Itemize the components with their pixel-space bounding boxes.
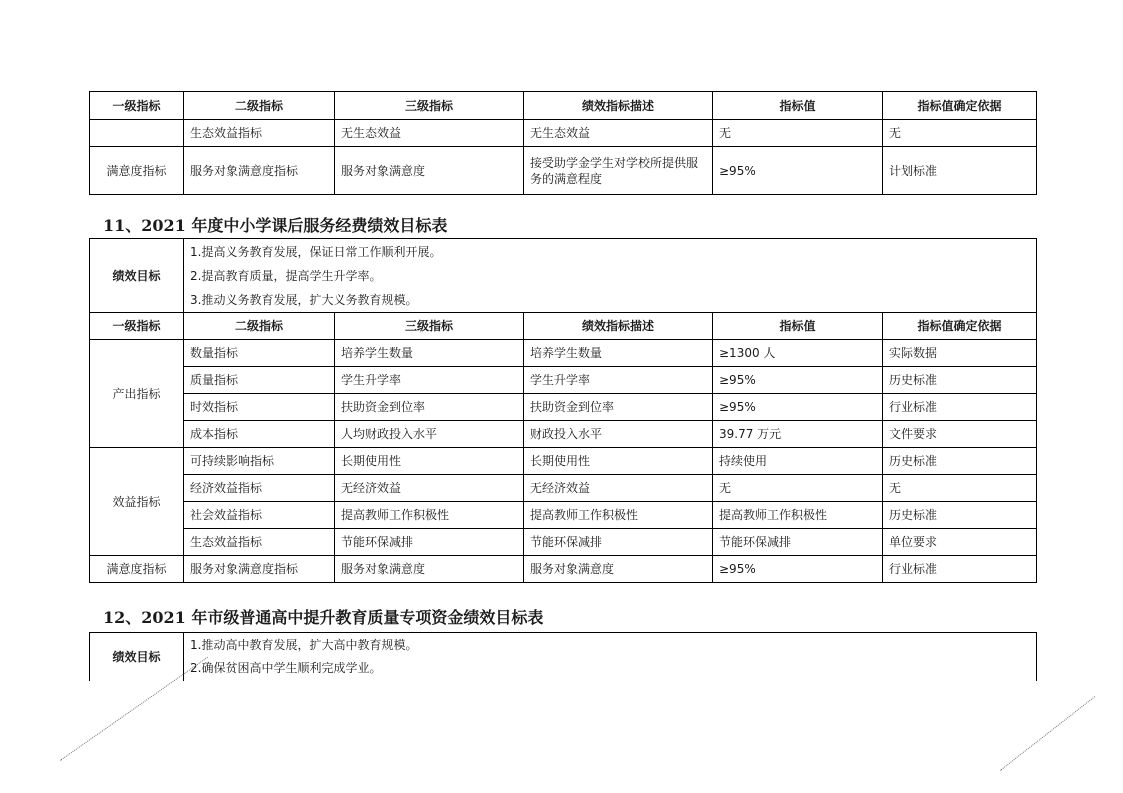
section-12-title: 12、2021 年市级普通高中提升教育质量专项资金绩效目标表 [103, 608, 544, 627]
cell-basis: 计划标准 [883, 147, 1037, 195]
cell-basis: 历史标准 [883, 448, 1037, 475]
cell-level3: 服务对象满意度 [335, 147, 524, 195]
cell-basis: 文件要求 [883, 421, 1037, 448]
col-basis: 指标值确定依据 [883, 313, 1037, 340]
header-row [90, 313, 1037, 340]
cell-basis: 实际数据 [883, 340, 1037, 367]
table-row [90, 475, 1037, 502]
table-row [90, 147, 1037, 195]
cell-desc: 培养学生数量 [524, 340, 713, 367]
col-level2: 二级指标 [184, 92, 335, 120]
cell-level3: 培养学生数量 [335, 340, 524, 367]
cell-value: 节能环保减排 [713, 529, 883, 556]
col-level1: 一级指标 [90, 92, 184, 120]
col-desc: 绩效指标描述 [524, 92, 713, 120]
goal-content [184, 633, 1037, 681]
cell-desc: 接受助学金学生对学校所提供服务的满意程度 [524, 147, 713, 195]
cell-basis: 行业标准 [883, 394, 1037, 421]
goal-line: 2.确保贫困高中学生顺利完成学业。 [190, 660, 382, 675]
col-value: 指标值 [713, 313, 883, 340]
cell-desc: 扶助资金到位率 [524, 394, 713, 421]
cell-level1 [90, 120, 184, 147]
cell-value: ≥95% [713, 367, 883, 394]
cell-basis: 历史标准 [883, 502, 1037, 529]
cell-desc: 节能环保减排 [524, 529, 713, 556]
col-level1: 一级指标 [90, 313, 184, 340]
cell-desc: 服务对象满意度 [524, 556, 713, 583]
table-row [90, 340, 1037, 367]
table-row [90, 556, 1037, 583]
cell-value: 提高教师工作积极性 [713, 502, 883, 529]
col-level2: 二级指标 [184, 313, 335, 340]
cell-level3: 无生态效益 [335, 120, 524, 147]
cell-basis: 行业标准 [883, 556, 1037, 583]
cell-value: 39.77 万元 [713, 421, 883, 448]
cell-value: 无 [713, 120, 883, 147]
table-row [90, 367, 1037, 394]
goal-line: 3.推动义务教育发展，扩大义务教育规模。 [190, 292, 418, 307]
cell-basis: 无 [883, 120, 1037, 147]
cell-value: 持续使用 [713, 448, 883, 475]
goal-row [90, 633, 1037, 681]
col-basis: 指标值确定依据 [883, 92, 1037, 120]
col-desc: 绩效指标描述 [524, 313, 713, 340]
cell-level2: 成本指标 [184, 421, 335, 448]
cell-level3: 节能环保减排 [335, 529, 524, 556]
cell-value: ≥95% [713, 394, 883, 421]
cell-desc: 无生态效益 [524, 120, 713, 147]
section-11-title: 11、2021 年度中小学课后服务经费绩效目标表 [103, 216, 448, 235]
cell-level3: 扶助资金到位率 [335, 394, 524, 421]
table-row [90, 448, 1037, 475]
cell-level2: 社会效益指标 [184, 502, 335, 529]
cell-level2: 服务对象满意度指标 [184, 147, 335, 195]
cell-level3: 无经济效益 [335, 475, 524, 502]
cell-desc: 长期使用性 [524, 448, 713, 475]
table-row [90, 120, 1037, 147]
cell-level2: 生态效益指标 [184, 120, 335, 147]
table-row [90, 502, 1037, 529]
table-row [90, 421, 1037, 448]
cell-value: ≥1300 人 [713, 340, 883, 367]
cell-level2: 数量指标 [184, 340, 335, 367]
cell-desc: 提高教师工作积极性 [524, 502, 713, 529]
cell-value: 无 [713, 475, 883, 502]
cell-basis: 单位要求 [883, 529, 1037, 556]
goal-content [184, 239, 1037, 313]
cell-desc: 无经济效益 [524, 475, 713, 502]
goal-line: 1.提高义务教育发展，保证日常工作顺利开展。 [190, 244, 442, 259]
goal-line: 1.推动高中教育发展，扩大高中教育规模。 [190, 637, 418, 652]
col-level3: 三级指标 [335, 313, 524, 340]
header-row [90, 92, 1037, 120]
cell-value: ≥95% [713, 556, 883, 583]
cell-value: ≥95% [713, 147, 883, 195]
goal-row [90, 239, 1037, 313]
group-benefit: 效益指标 [90, 448, 184, 556]
cell-level2: 时效指标 [184, 394, 335, 421]
cell-basis: 历史标准 [883, 367, 1037, 394]
cell-level2: 可持续影响指标 [184, 448, 335, 475]
cell-level3: 服务对象满意度 [335, 556, 524, 583]
cell-basis: 无 [883, 475, 1037, 502]
cell-desc: 财政投入水平 [524, 421, 713, 448]
goal-label: 绩效目标 [90, 633, 184, 681]
goal-label: 绩效目标 [90, 239, 184, 313]
table-top [89, 91, 1037, 195]
table-section-12 [89, 632, 1037, 681]
col-value: 指标值 [713, 92, 883, 120]
table-section-11 [89, 238, 1037, 583]
table-row [90, 394, 1037, 421]
cell-level1: 满意度指标 [90, 147, 184, 195]
cell-level2: 经济效益指标 [184, 475, 335, 502]
col-level3: 三级指标 [335, 92, 524, 120]
cell-level3: 人均财政投入水平 [335, 421, 524, 448]
group-output: 产出指标 [90, 340, 184, 448]
cell-level3: 长期使用性 [335, 448, 524, 475]
cell-level3: 提高教师工作积极性 [335, 502, 524, 529]
scan-artifact [1000, 696, 1095, 771]
cell-level3: 学生升学率 [335, 367, 524, 394]
table-row [90, 529, 1037, 556]
cell-level2: 质量指标 [184, 367, 335, 394]
cell-level2: 生态效益指标 [184, 529, 335, 556]
group-satisfaction: 满意度指标 [90, 556, 184, 583]
goal-line: 2.提高教育质量，提高学生升学率。 [190, 268, 382, 283]
cell-level2: 服务对象满意度指标 [184, 556, 335, 583]
cell-desc: 学生升学率 [524, 367, 713, 394]
